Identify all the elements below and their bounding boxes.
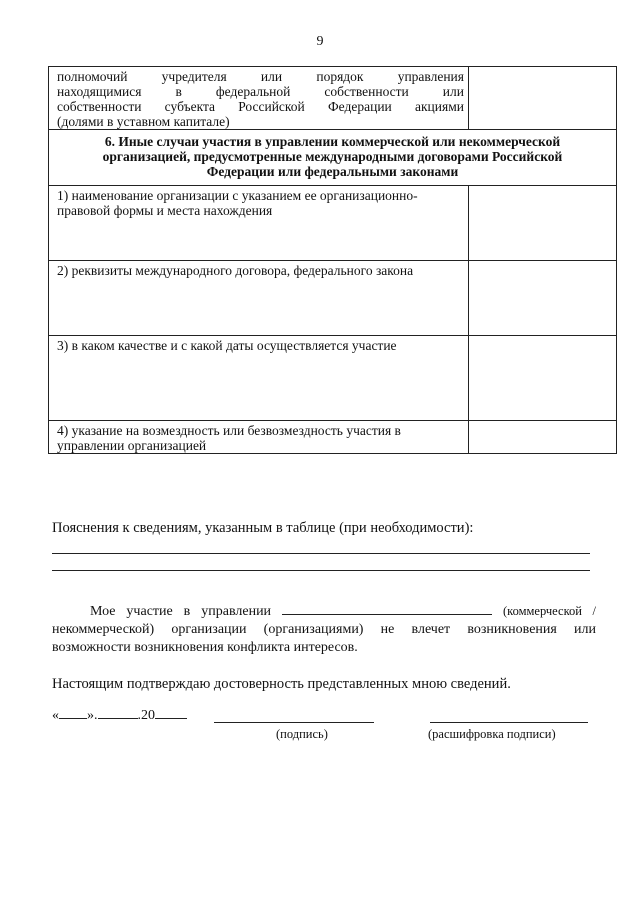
field-label-line: 2) реквизиты международного договора, федерального закона [57,263,414,278]
field-label-cell [49,336,469,421]
field-label-cell [49,261,469,336]
field-label-line: управлении организацией [57,438,207,453]
day-blank[interactable] [59,706,87,719]
field-label-line: 3) в каком качестве и с какой даты осуществляется участие [57,338,397,353]
date-line [52,706,187,724]
value-cell[interactable] [469,336,617,421]
declaration-table [48,66,617,454]
statement-line-2: некоммерческой) организации (организациями) не влечет возникновения или [52,622,596,637]
month-blank[interactable] [98,706,138,719]
close-quote: ». [87,708,98,723]
table-row [49,336,617,421]
conflict-statement [52,602,596,657]
table-row [49,421,617,454]
continuation-line: полномочий учредителя или порядок управления [57,69,464,84]
date-dot: . [137,708,141,723]
table-row [49,186,617,261]
value-cell[interactable] [469,261,617,336]
section-heading-line: Федерации или федеральными законами [206,164,459,179]
value-cell[interactable] [469,67,617,130]
field-label-line: 4) указание на возмездность или безвозмездность участия в [57,423,401,438]
table-row [49,261,617,336]
continuation-line: находящимися в федеральной собственности или [57,84,464,99]
open-quote: « [52,708,59,723]
signature-caption: (подпись) [276,727,328,741]
field-label-cell [49,421,469,454]
explanations-label: Пояснения к сведениям, указанным в таблице (при необходимости): [52,520,474,536]
field-label-cell [49,186,469,261]
statement-part2: (коммерческой / [502,604,597,618]
explanation-line-1[interactable] [52,553,590,554]
continuation-cell [49,67,469,130]
signature-line[interactable] [214,722,374,723]
table-row [49,67,617,130]
explanation-line-2[interactable] [52,570,590,571]
year-blank[interactable] [155,706,187,719]
organization-blank[interactable] [282,602,492,615]
statement-line-3: возможности возникновения конфликта интересов. [52,640,358,655]
continuation-line: (долями в уставном капитале) [57,114,230,129]
statement-line-1 [52,602,596,621]
signature-decoding-caption: (расшифровка подписи) [428,727,556,741]
section-heading [49,130,617,186]
confirmation-text: Настоящим подтверждаю достоверность представленных мною сведений. [52,676,511,692]
value-cell[interactable] [469,186,617,261]
field-label-line: правовой формы и места нахождения [57,203,273,218]
field-label-line: 1) наименование организации с указанием ее организационно- [57,188,418,203]
statement-part1: Мое участие в управлении [90,604,272,619]
section-heading-row [49,130,617,186]
value-cell[interactable] [469,421,617,454]
section-heading-line: 6. Иные случаи участия в управлении коммерческой или некоммерческой [104,134,561,149]
page-number: 9 [316,34,324,49]
continuation-line: собственности субъекта Российской Федерации акциями [57,99,464,114]
section-heading-line: организацией, предусмотренные международными договорами Российской [102,149,563,164]
signature-decoding-line[interactable] [430,722,588,723]
year-prefix: 20 [141,708,155,723]
